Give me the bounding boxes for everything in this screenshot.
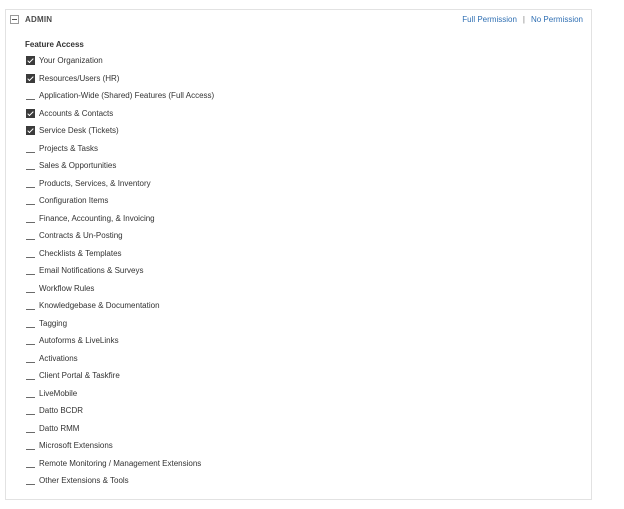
checkbox-unchecked[interactable] — [26, 144, 35, 153]
checkbox-unchecked[interactable] — [26, 406, 35, 415]
checkbox-unchecked[interactable] — [26, 424, 35, 433]
feature-label: Products, Services, & Inventory — [39, 178, 151, 188]
feature-item[interactable] — [26, 122, 214, 140]
feature-label: Your Organization — [39, 56, 103, 66]
permission-links — [462, 15, 583, 24]
feature-item[interactable] — [26, 210, 214, 228]
feature-item[interactable] — [26, 70, 214, 88]
feature-item[interactable] — [26, 157, 214, 175]
feature-label: Microsoft Extensions — [39, 441, 113, 451]
checkbox-checked[interactable] — [26, 109, 35, 118]
feature-label: Configuration Items — [39, 196, 109, 206]
feature-item[interactable] — [26, 455, 214, 473]
feature-label: Resources/Users (HR) — [39, 73, 120, 83]
checkbox-unchecked[interactable] — [26, 284, 35, 293]
feature-item[interactable] — [26, 367, 214, 385]
feature-label: Finance, Accounting, & Invoicing — [39, 213, 155, 223]
feature-label: Other Extensions & Tools — [39, 476, 129, 486]
feature-item[interactable] — [26, 402, 214, 420]
feature-label: Projects & Tasks — [39, 143, 98, 153]
feature-label: Email Notifications & Surveys — [39, 266, 144, 276]
feature-item[interactable] — [26, 420, 214, 438]
section-title: ADMIN — [25, 15, 53, 24]
feature-item[interactable] — [26, 87, 214, 105]
admin-permissions-panel — [5, 9, 592, 500]
feature-label: Client Portal & Taskfire — [39, 371, 120, 381]
feature-item[interactable] — [26, 437, 214, 455]
feature-item[interactable] — [26, 297, 214, 315]
feature-label: Autoforms & LiveLinks — [39, 336, 119, 346]
feature-label: Checklists & Templates — [39, 248, 122, 258]
checkbox-unchecked[interactable] — [26, 336, 35, 345]
checkbox-unchecked[interactable] — [26, 249, 35, 258]
feature-item[interactable] — [26, 385, 214, 403]
checkbox-unchecked[interactable] — [26, 441, 35, 450]
checkbox-checked[interactable] — [26, 126, 35, 135]
checkbox-unchecked[interactable] — [26, 319, 35, 328]
feature-item[interactable] — [26, 262, 214, 280]
checkbox-unchecked[interactable] — [26, 161, 35, 170]
feature-item[interactable] — [26, 280, 214, 298]
feature-label: Contracts & Un-Posting — [39, 231, 123, 241]
no-permission-link[interactable]: No Permission — [530, 15, 583, 24]
feature-label: Sales & Opportunities — [39, 161, 117, 171]
feature-item[interactable] — [26, 350, 214, 368]
feature-item[interactable] — [26, 472, 214, 490]
feature-item[interactable] — [26, 227, 214, 245]
feature-label: Datto BCDR — [39, 406, 84, 416]
feature-label: Knowledgebase & Documentation — [39, 301, 160, 311]
feature-label: Application-Wide (Shared) Features (Full Access) — [39, 91, 215, 101]
feature-item[interactable] — [26, 140, 214, 158]
full-permission-link[interactable]: Full Permission — [462, 15, 517, 24]
link-separator: | — [522, 15, 525, 24]
checkbox-unchecked[interactable] — [26, 266, 35, 275]
feature-label: Workflow Rules — [39, 283, 95, 293]
checkbox-unchecked[interactable] — [26, 476, 35, 485]
checkbox-unchecked[interactable] — [26, 389, 35, 398]
feature-label: Datto RMM — [39, 423, 80, 433]
section-header — [6, 10, 591, 30]
checkbox-checked[interactable] — [26, 74, 35, 83]
checkbox-unchecked[interactable] — [26, 354, 35, 363]
checkbox-unchecked[interactable] — [26, 301, 35, 310]
checkbox-checked[interactable] — [26, 56, 35, 65]
collapse-toggle-icon[interactable] — [10, 15, 19, 24]
checkbox-unchecked[interactable] — [26, 371, 35, 380]
feature-item[interactable] — [26, 52, 214, 70]
feature-label: Activations — [39, 353, 78, 363]
feature-item[interactable] — [26, 105, 214, 123]
feature-label: Service Desk (Tickets) — [39, 126, 119, 136]
checkbox-unchecked[interactable] — [26, 196, 35, 205]
checkbox-unchecked[interactable] — [26, 214, 35, 223]
feature-access-list — [26, 52, 214, 490]
feature-label: Accounts & Contacts — [39, 108, 114, 118]
checkbox-unchecked[interactable] — [26, 179, 35, 188]
feature-item[interactable] — [26, 315, 214, 333]
feature-label: LiveMobile — [39, 388, 78, 398]
feature-label: Remote Monitoring / Management Extensions — [39, 458, 202, 468]
feature-item[interactable] — [26, 175, 214, 193]
feature-label: Tagging — [39, 318, 68, 328]
checkbox-unchecked[interactable] — [26, 91, 35, 100]
feature-access-label: Feature Access — [25, 40, 84, 49]
feature-item[interactable] — [26, 245, 214, 263]
feature-item[interactable] — [26, 332, 214, 350]
feature-item[interactable] — [26, 192, 214, 210]
checkbox-unchecked[interactable] — [26, 231, 35, 240]
checkbox-unchecked[interactable] — [26, 459, 35, 468]
